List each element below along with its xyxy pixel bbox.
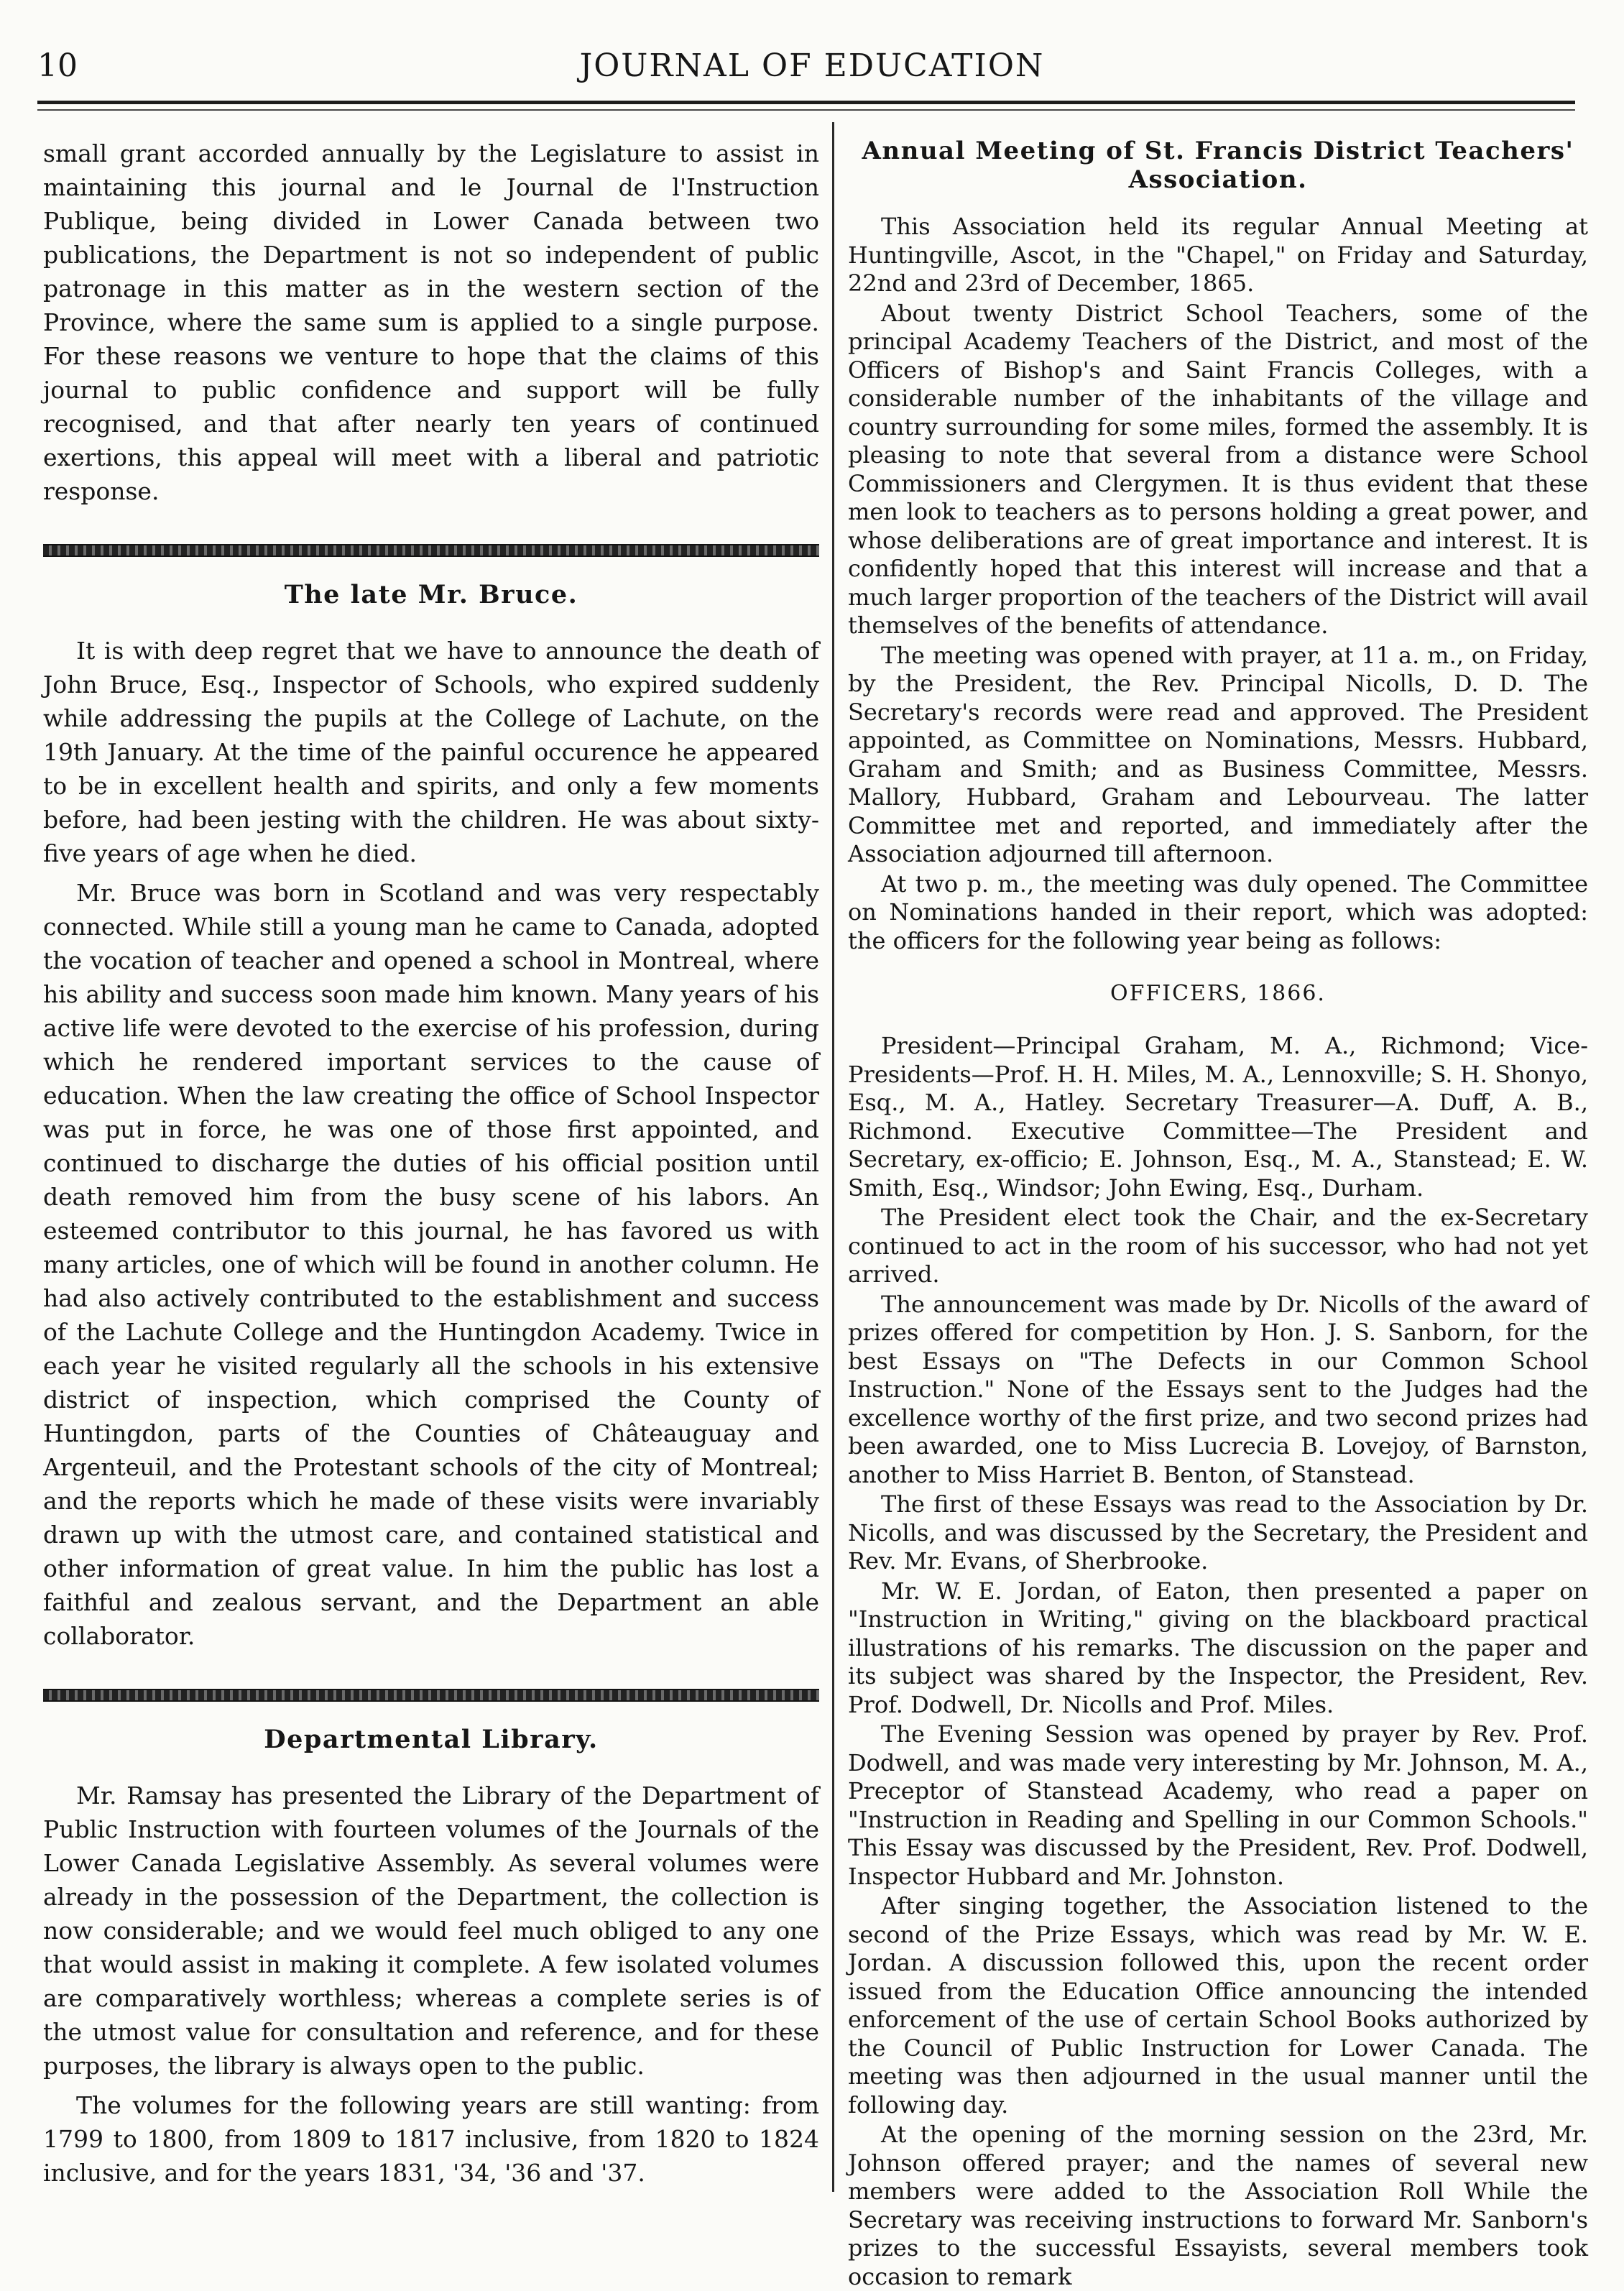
meeting-section-title: Annual Meeting of St. Francis District Teachers' Association. (862, 137, 1574, 194)
meeting-paragraph: The President elect took the Chair, and the ex-Secretary continued to act in the room of his successor, who had not yet arrived. (848, 1204, 1588, 1288)
meeting-paragraph: The Evening Session was opened by prayer by Rev. Prof. Dodwell, and was made very interesting by Mr. Johnson, M. A., Preceptor of Stanstead Academy, who read a paper on "Instruction in Reading and Spelling in our Common Schools." This Essay was discussed by the President, Rev. Prof. Dodwell, Inspector Hubbard and Mr. Johnston. (848, 1720, 1588, 1890)
column-divider (832, 122, 834, 2192)
section-ornament-rule (43, 1689, 819, 1702)
header-rule-thin (37, 109, 1575, 111)
left-column (43, 137, 819, 2192)
library-paragraph-1: Mr. Ramsay has presented the Library of the Department of Public Instruction with fourteen volumes of the Journals of the Lower Canada Legislative Assembly. As several volumes were already in the possession of the Department, the collection is now considerable; and we would feel much obliged to any one that would assist in making it complete. A few isolated volumes are comparatively worthless; whereas a complete series is of the utmost value for consultation and reference, and for these purposes, the library is always open to the public. (43, 1781, 819, 2080)
meeting-paragraph: The first of these Essays was read to the Association by Dr. Nicolls, and was discussed by the Secretary, the President and Rev. Mr. Evans, of Sherbrooke. (848, 1490, 1588, 1575)
header-rule (37, 101, 1575, 104)
library-paragraph-2: The volumes for the following years are still wanting: from 1799 to 1800, from 1809 to 1817 inclusive, from 1820 to 1824 inclusive, and for the years 1831, '34, '36 and '37. (43, 2091, 819, 2187)
meeting-paragraph: At the opening of the morning session on the 23rd, Mr. Johnson offered prayer; and the names of several new members were added to the Association Roll While the Secretary was receiving instructions to forward Mr. Sanborn's prizes to the successful Essayists, several members took occasion to remark (848, 2121, 1588, 2290)
intro-paragraph: small grant accorded annually by the Legislature to assist in maintaining this journal and le Journal de l'Instruction Publique, being divided in Lower Canada between two publications, the Department is not so independent of public patronage in this matter as in the western section of the Province, where the same sum is applied to a single purpose. For these reasons we venture to hope that the claims of this journal to public confidence and support will be fully recognised, and that after nearly ten years of continued exertions, this appeal will meet with a liberal and patriotic response. (43, 139, 819, 505)
bruce-section-title: The late Mr. Bruce. (284, 580, 578, 609)
meeting-paragraph: About twenty District School Teachers, some of the principal Academy Teachers of the District, and most of the Officers of Bishop's and Saint Francis Colleges, with a considerable number of the inhabitants of the village and country surrounding for some miles, formed the assembly. It is pleasing to note that several from a distance were School Commissioners and Clergymen. It is thus evident that these men look to teachers as to persons holding a great power, and whose deliberations are of great importance and interest. It is confidently hoped that this interest will increase and that a much larger proportion of the teachers of the District will avail themselves of the benefits of attendance. (848, 299, 1588, 639)
meeting-paragraph: Mr. W. E. Jordan, of Eaton, then presented a paper on "Instruction in Writing," giving on the blackboard practical illustrations of his remarks. The discussion on the paper and its subject was shared by the Inspector, the President, Rev. Prof. Dodwell, Dr. Nicolls and Prof. Miles. (848, 1577, 1588, 1718)
section-ornament-rule (43, 544, 819, 557)
right-column (848, 137, 1588, 2290)
meeting-paragraph: At two p. m., the meeting was duly opened. The Committee on Nominations handed in their report, which was adopted: the officers for the following year being as follows: (848, 870, 1588, 954)
bruce-paragraph-1: It is with deep regret that we have to announce the death of John Bruce, Esq., Inspector of Schools, who expired suddenly while addressing the pupils at the College of Lachute, on the 19th January. At the time of the painful occurence he appeared to be in excellent health and spirits, and only a few moments before, had been jesting with the children. He was about sixty-five years of age when he died. (43, 637, 819, 867)
officers-list: President—Principal Graham, M. A., Richmond; Vice-Presidents—Prof. H. H. Miles, M. A., Lennoxville; S. H. Shonyo, Esq., M. A., Hatley. Secretary Treasurer—A. Duff, A. B., Richmond. Executive Committee—The President and Secretary, ex-officio; E. Johnson, Esq., M. A., Stanstead; E. W. Smith, Esq., Windsor; John Ewing, Esq., Durham. (848, 1032, 1588, 1202)
meeting-paragraph: After singing together, the Association listened to the second of the Prize Essays, which was read by Mr. W. E. Jordan. A discussion followed this, upon the recent order issued from the Education Office announcing the intended enforcement of the use of certain School Books authorized by the Council of Public Instruction for Lower Canada. The meeting was then adjourned in the usual manner until the following day. (848, 1892, 1588, 2119)
meeting-paragraph: This Association held its regular Annual Meeting at Huntingville, Ascot, in the "Chapel," on Friday and Saturday, 22nd and 23rd of December, 1865. (848, 213, 1588, 297)
running-title: JOURNAL OF EDUCATION (579, 47, 1045, 84)
library-section-title: Departmental Library. (264, 1725, 599, 1754)
officers-heading: OFFICERS, 1866. (1110, 981, 1326, 1006)
bruce-paragraph-2: Mr. Bruce was born in Scotland and was very respectably connected. While still a young man he came to Canada, adopted the vocation of teacher and opened a school in Montreal, where his ability and success soon made him known. Many years of his active life were devoted to the exercise of his profession, during which he rendered important services to the cause of education. When the law creating the office of School Inspector was put in force, he was one of those first appointed, and continued to discharge the duties of his official position until death removed him from the busy scene of his labors. An esteemed contributor to this journal, he has favored us with many articles, one of which will be found in another column. He had also actively contributed to the establishment and success of the Lachute College and the Huntingdon Academy. Twice in each year he visited regularly all the schools in his extensive district of inspection, which comprised the County of Huntingdon, parts of the Counties of Châteauguay and Argenteuil, and the Protestant schools of the city of Montreal; and the reports which he made of these visits were invariably drawn up with the utmost care, and contained statistical and other information of great value. In him the public has lost a faithful and zealous servant, and the Department an able collaborator. (43, 879, 819, 1650)
meeting-paragraph: The announcement was made by Dr. Nicolls of the award of prizes offered for competition by Hon. J. S. Sanborn, for the best Essays on "The Defects in our Common School Instruction." None of the Essays sent to the Judges had the excellence worthy of the first prize, and two second prizes had been awarded, one to Miss Lucrecia B. Lovejoy, of Barnston, another to Miss Harriet B. Benton, of Stanstead. (848, 1290, 1588, 1488)
page-number: 10 (37, 47, 78, 84)
meeting-paragraph: The meeting was opened with prayer, at 11 a. m., on Friday, by the President, the Rev. Principal Nicolls, D. D. The Secretary's records were read and approved. The President appointed, as Committee on Nominations, Messrs. Hubbard, Graham and Smith; and as Business Committee, Messrs. Mallory, Hubbard, Graham and Lebourveau. The latter Committee met and reported, and immediately after the Association adjourned till afternoon. (848, 641, 1588, 867)
